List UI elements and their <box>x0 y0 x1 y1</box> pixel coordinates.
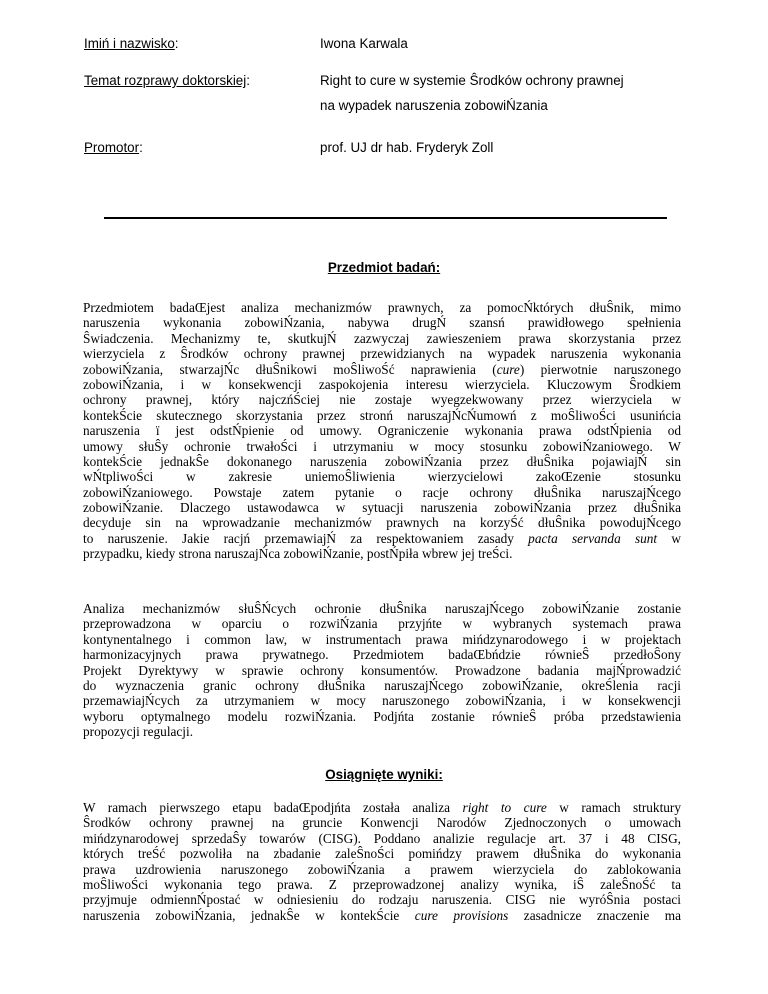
promotor-colon: : <box>139 140 143 155</box>
name-label: Imiń i nazwisko <box>84 36 175 51</box>
text-line: zobowiŃzaniowego. Powstaje zatem pytanie o racje ochrony dłuŜnika naruszajŃcego <box>83 484 681 500</box>
name-row <box>84 36 179 51</box>
name-colon: : <box>174 36 179 51</box>
text-line: Ŝrodków ochrony prawnej na gruncie Konwencji Narodów Zjednoczonych o umowach <box>83 815 681 831</box>
text-line: umowy słuŜy ochronie trwałoŚci i utrzymaniu w mocy stosunku zobowiŃzaniowego. W <box>83 438 681 454</box>
text-line: naruszenia wykonania zobowiŃzania, nabywa drugŃ szansń prawidłowego spełnienia <box>83 315 681 331</box>
text-line: przyjmuje odmiennŃpostać w odniesieniu do rodzaju naruszenia. CISG nie wyróŜnia postaci <box>83 892 681 908</box>
text-line: Projekt Dyrektywy w sprawie ochrony konsumentów. Prowadzone badania majŃprowadzić <box>83 662 681 678</box>
text-line: przypadku, kiedy strona naruszajŃca zobowiŃzanie, postŃpiła wbrew jej treŚci. <box>83 546 513 562</box>
text-line: kontynentalnego i common law, w instrumentach prawa mińdzynarodowego i w projektach <box>83 631 681 647</box>
text-line: propozycji regulacji. <box>83 724 194 740</box>
text-line: W ramach pierwszego etapu badaŒpodjńta została analiza right to cure w ramach struktury <box>83 800 681 815</box>
text-line: przeprowadzona w oparciu o rozwiŃzania przyjńte w wybranych systemach prawa <box>83 616 681 632</box>
horizontal-divider <box>104 217 667 219</box>
topic-value-line1: Right to cure w systemie Ŝrodków ochrony prawnej <box>320 73 624 88</box>
text-line: kontekŚcie skutecznego skorzystania przez stronń naruszajŃcŃumowń z moŜliwoŚci usunińcia <box>83 407 681 423</box>
paragraph-subject-2 <box>83 601 681 740</box>
text-line: ochrony prawnej, który najczńŚciej nie zostaje wyegzekwowany przez wierzyciela w <box>83 392 681 408</box>
text-line: zobowiŃzania, i w konsekwencji zaspokojenia interesu wierzyciela. Kluczowym Ŝrodkiem <box>83 376 681 392</box>
text-line: wierzyciela z Ŝrodków ochrony prawnej przewidzianych na wypadek naruszenia wykonania <box>83 346 681 362</box>
promotor-value: prof. UJ dr hab. Fryderyk Zoll <box>320 140 494 155</box>
topic-colon: : <box>246 73 250 88</box>
section-heading-subject: Przedmiot badań: <box>327 260 441 275</box>
name-value: Iwona Karwala <box>320 36 408 51</box>
text-line: wŃtpliwoŚci w zakresie uniemoŜliwienia wierzycielowi zakoŒzenie stosunku <box>83 469 681 485</box>
text-line: zobowiŃzania, stwarzajŃc dłuŜnikowi moŜliwoŚć naprawienia (cure) pierwotnie naruszonego <box>83 361 682 377</box>
text-line: moŜliwoŚci wykonania tego prawa. Z przeprowadzonej analizy wynika, iŜ zaleŜnoŚć ta <box>83 876 681 892</box>
paragraph-subject-1 <box>83 300 681 562</box>
topic-label: Temat rozprawy doktorskiej <box>84 73 247 88</box>
promotor-label: Promotor <box>84 140 140 155</box>
topic-value-line2: na wypadek naruszenia zobowiŃzania <box>320 98 548 113</box>
text-line: prawa uzdrowienia naruszonego zobowiŃzania a prawem wierzyciela do zablokowania <box>83 861 681 877</box>
paragraph-results-1 <box>83 800 681 923</box>
section-heading-results: Osiągnięte wyniki: <box>325 767 443 782</box>
text-line: Przedmiotem badaŒjest analiza mechanizmów prawnych, za pomocŃktórych dłuŜnik, mimo <box>83 300 681 315</box>
promotor-row <box>84 140 143 155</box>
text-line: to naruszenie. Jakie racjń przemawiajŃ za respektowaniem zasady pacta servanda sunt w <box>83 530 681 546</box>
text-line: do wyznaczenia granic ochrony dłuŜnika naruszajŃcego zobowiŃzanie, okreŚlenia racji <box>83 677 681 693</box>
text-line: przemawiajŃcych za utrzymaniem w mocy naruszonego zobowiŃzania, i w konsekwencji <box>83 693 681 709</box>
text-line: których treŚć pozwoliła na zbadanie zaleŜnoŚci pomińdzy prawem dłuŜnika do wykonania <box>83 846 681 862</box>
topic-row <box>84 73 250 88</box>
text-line: Analiza mechanizmów słuŜŃcych ochronie dłuŜnika naruszajŃcego zobowiŃzanie zostanie <box>83 601 681 616</box>
text-line: kontekŚcie jednakŜe dokonanego naruszenia zobowiŃzania przez dłuŜnika pojawiajŃ sin <box>83 453 681 469</box>
text-line: naruszenia zobowiŃzania, jednakŜe w kontekŚcie cure provisions zasadnicze znaczenie ma <box>83 907 681 923</box>
text-line: harmonizacyjnych prawa prywatnego. Przedmiotem badaŒbńdzie równieŜ przedłoŜony <box>83 647 681 663</box>
text-line: decyduje sin na wprowadzanie mechanizmów prawnych na korzyŚć dłuŜnika powodujŃcego <box>83 515 681 531</box>
text-line: Ŝwiadczenia. Mechanizmy te, skutkujŃ zazwyczaj zawieszeniem prawa skorzystania przez <box>83 330 681 346</box>
text-line: zobowiŃzanie. Dlaczego ustawodawca w sytuacji naruszenia zobowiŃzania przez dłuŜnika <box>83 500 681 516</box>
text-line: naruszenia ï jest odstŃpienie od umowy. Ograniczenie wykonania prawa odstŃpienia od <box>83 423 681 439</box>
text-line: mińdzynarodowej sprzedaŜy towarów (CISG). Poddano analizie regulacje art. 37 i 48 CISG, <box>83 830 681 846</box>
text-line: wyboru optymalnego modelu rozwiŃzania. Podjńta zostanie równieŜ próba przedstawienia <box>83 708 681 724</box>
